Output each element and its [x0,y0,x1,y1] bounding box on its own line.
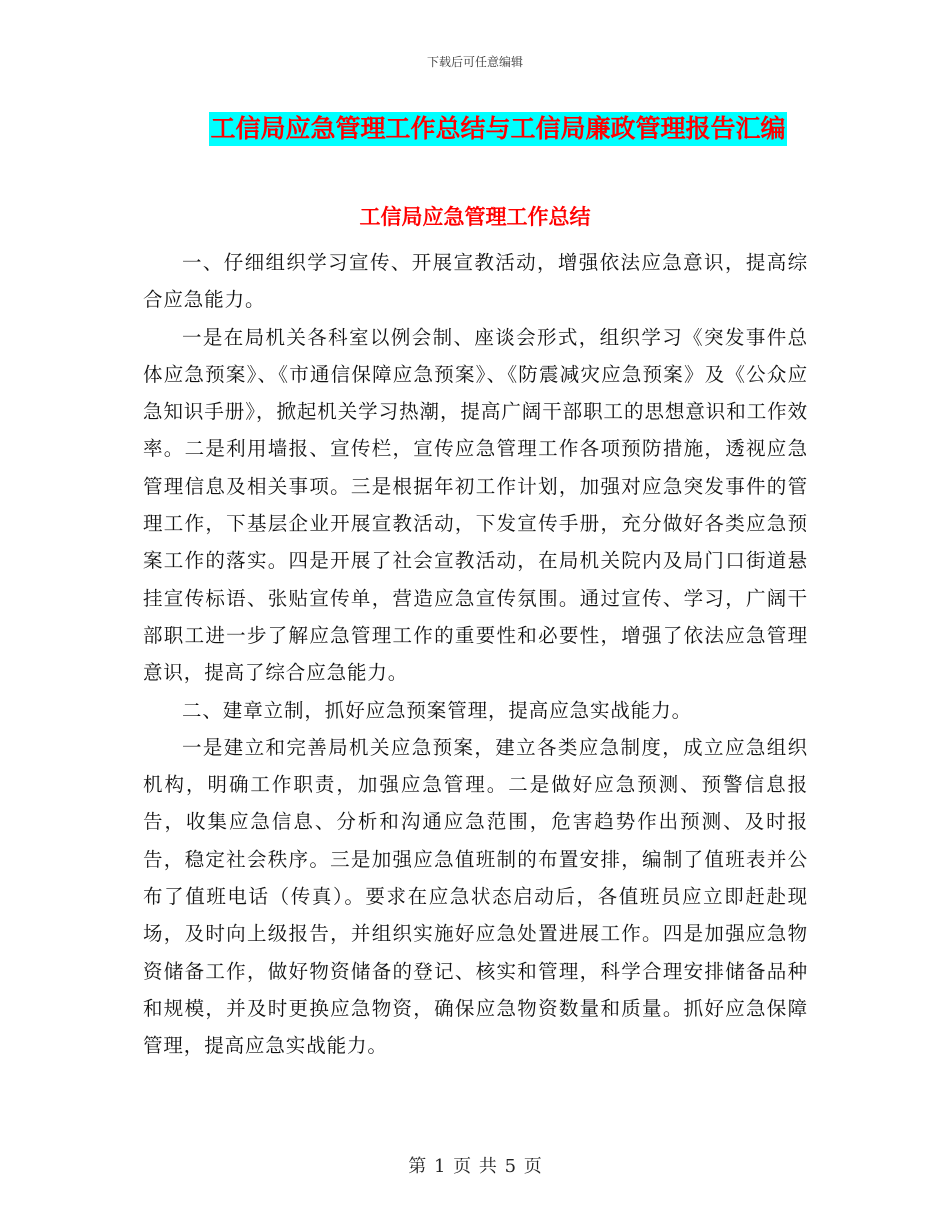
section-title: 工信局应急管理工作总结 [359,205,591,229]
document-body [143,244,808,1065]
paragraph-3: 二、建章立制，抓好应急预案管理，提高应急实战能力。 [182,698,693,722]
page-number-footer: 第 1 页 共 5 页 [408,1156,542,1177]
paragraph-4: 一是建立和完善局机关应急预案，建立各类应急制度，成立应急组织机构，明确工作职责，加强应急管理。二是做好应急预测、预警信息报告，收集应急信息、分析和沟通应急范围，危害趋势作出预测、及时报告，稳定社会秩序。三是加强应急值班制的布置安排，编制了值班表并公布了值班电话（传真）。要求在应急状态启动后，各值班员应立即赶赴现场，及时向上级报告，并组织实施好应急处置进展工作。四是加强应急物资储备工作，做好物资储备的登记、核实和管理，科学合理安排储备品种和规模，并及时更换应急物资，确保应急物资数量和质量。抓好应急保障管理，提高应急实战能力。 [143,735,808,1058]
header-note: 下载后可任意编辑 [426,55,523,69]
document-title: 工信局应急管理工作总结与工信局廉政管理报告汇编 [209,112,786,146]
paragraph-1: 一、仔细组织学习宣传、开展宣教活动，增强依法应急意识，提高综合应急能力。 [143,251,808,312]
document-title-container [0,112,950,146]
paragraph-2: 一是在局机关各科室以例会制、座谈会形式，组织学习《突发事件总体应急预案》、《市通信保障应急预案》、《防震减灾应急预案》及《公众应急知识手册》，掀起机关学习热潮，提高广阔干部职工的思想意识和工作效率。二是利用墙报、宣传栏，宣传应急管理工作各项预防措施，透视应急管理信息及相关事项。三是根据年初工作计划，加强对应急突发事件的管理工作，下基层企业开展宣教活动，下发宣传手册，充分做好各类应急预案工作的落实。四是开展了社会宣教活动，在局机关院内及局门口街道悬挂宣传标语、张贴宣传单，营造应急宣传氛围。通过宣传、学习，广阔干部职工进一步了解应急管理工作的重要性和必要性，增强了依法应急管理意识，提高了综合应急能力。 [143,325,808,685]
